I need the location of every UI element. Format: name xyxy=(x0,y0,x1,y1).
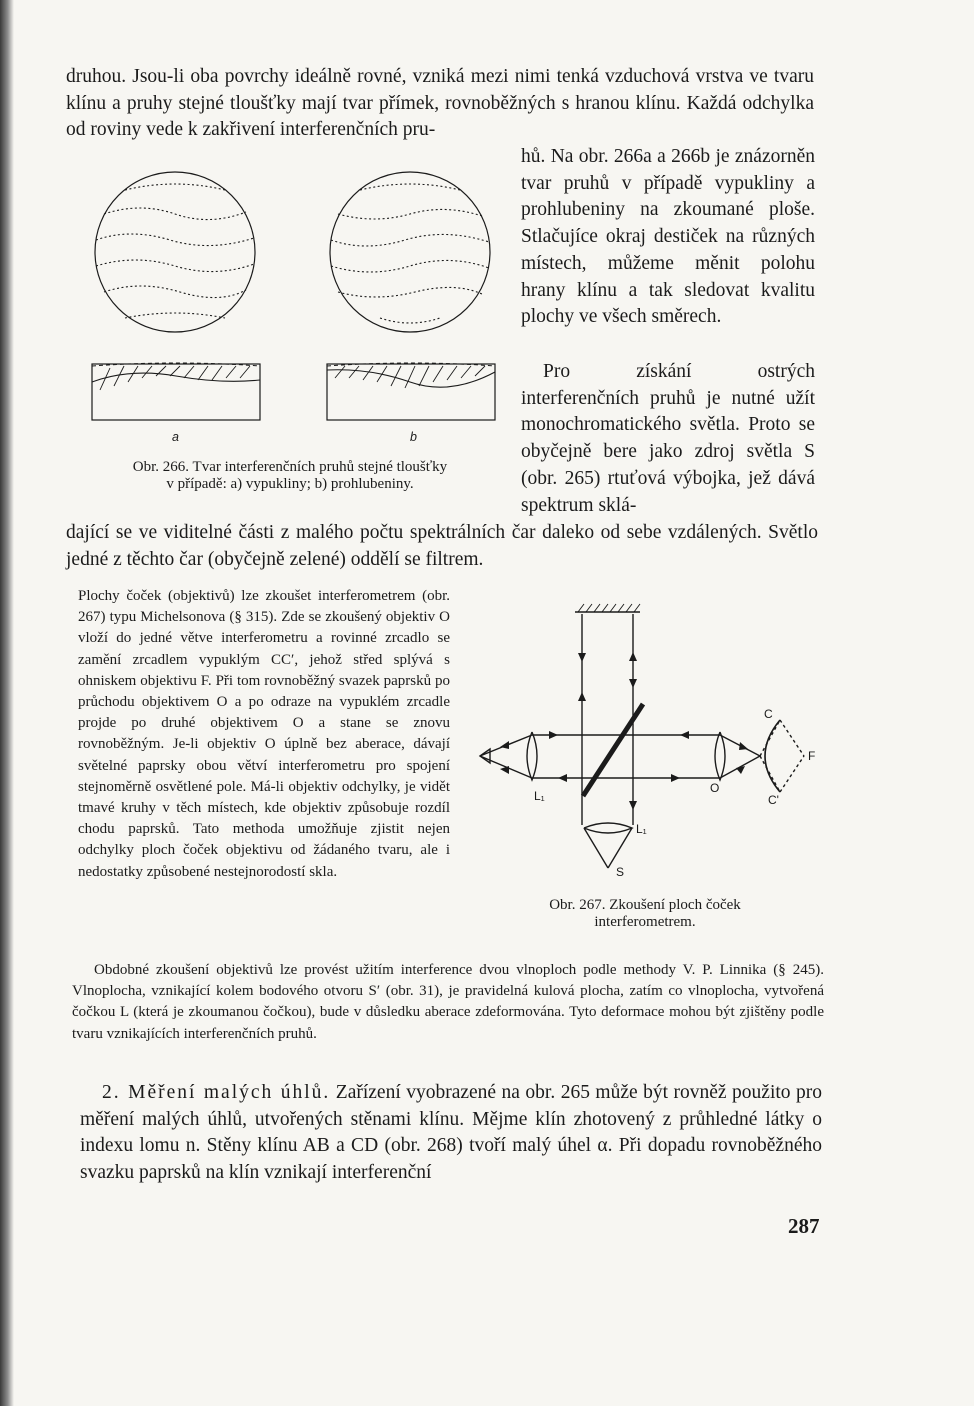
label-c-prime: C' xyxy=(768,793,779,807)
paragraph-2: hů. Na obr. 266a a 266b je znázorněn tvar pruhů v případě vypukliny a prohlubeniny na zkoumané ploše. Stlačujíce okraj destiček na různých místech, můžeme měnit polohu hrany klínu a tak sledovat kvalitu plochy ve všech směrech. xyxy=(521,146,815,328)
beam-splitter xyxy=(583,704,643,796)
figure-266b-label: b xyxy=(410,430,417,444)
top-mirror-hatch xyxy=(578,604,640,612)
small-paragraph-1: Plochy čoček (objektivů) lze zkoušet interferometrem (obr. 267) typu Michelsonova (§ 315). Zde se zkoušený objektiv O vloží do jedné větve interferometru a rovinné zrcadlo se zamění zrcadlem vypuklým CC′, jehož střed splývá s ohniskem objektivu F. Při tom rovnoběžný svazek paprsků po průchodu objektivem O a po odraze na vypuklém zrcadle projde po druhé objektivem O a stane se znovu rovnoběžným. Je-li objektiv O úplně bez aberace, dávají světelné paprsky obou větví interferometru pro spojení stejnoměrně osvětlené pole. Má-li objektiv odchylky, je vidět tmavé kruhy v těch místech, kde objektiv způsobuje rozdíl chodu paprsků. Tato methoda umožňuje zjistit nejen odchylky ploch čoček objektivu od žádaného tvaru, ale i nedostatky způsobené nestejnorodostí skla. xyxy=(78,588,450,880)
figure-266-caption-line-2: v případě: a) vypukliny; b) prohlubeniny. xyxy=(166,476,414,492)
figure-267-caption xyxy=(510,897,780,931)
paragraph-1: druhou. Jsou-li oba povrchy ideálně rovné, vzniká mezi nimi tenká vzduchová vrstva ve tvaru klínu a pruhy stejné tloušťky mají tvar přímek, rovnoběžných s hranou klínu. Každá odchylka od roviny vede k zakřivení interferenčních pru- xyxy=(66,66,814,141)
figure-266 xyxy=(80,168,510,458)
paragraph-3: Pro získání ostrých interferenčních pruhů je nutné užít monochromatického světla. Proto se obyčejně bere jako zdroj světla S (obr. 265) rtuťová výbojka, jež dává spektrum sklá- xyxy=(521,361,815,516)
figure-266a-interferogram xyxy=(95,172,255,332)
figure-266b-interferogram xyxy=(330,172,490,332)
lens-o xyxy=(715,732,725,780)
source-ray-left xyxy=(584,828,608,868)
figure-266a-label: a xyxy=(172,430,179,444)
paragraph-5 xyxy=(80,1080,822,1187)
label-s: S xyxy=(616,865,625,879)
mirror-ray-top xyxy=(760,720,780,756)
label-o: O xyxy=(710,781,720,795)
small-paragraph-2: Obdobné zkoušení objektivů lze provést užitím interference dvou vlnoploch podle methody V. P. Linnika (§ 245). Vlnoplocha, vznikající kolem bodového otvoru S′ (obr. 31), je pravidelná kulová plocha, zatím co vlnoplocha, vytvořená čočkou L (která je zkoumanou čočkou), bude v důsledku aberace zdeformována. Tyto deformace mohou být zjištěny podle tvaru vznikajících interferenčních pruhů. xyxy=(72,962,824,1042)
figure-266-caption xyxy=(70,459,510,493)
label-l1-left: L₁ xyxy=(534,789,545,803)
focus-dash-bottom xyxy=(780,756,804,792)
page-number: 287 xyxy=(788,1214,820,1238)
page-edge-shadow xyxy=(0,0,14,1406)
figure-266a-profile xyxy=(92,363,260,420)
focus-ray-bottom xyxy=(720,756,760,778)
paragraph-5-text: Zařízení vyobrazené na obr. 265 může být rovněž použito pro měření malých úhlů, utvořených stěnami klínu. Mějme klín zhotovený z průhledné látky o indexu lomu n. Stěny klínu AB a CD (obr. 268) tvoří malý úhel α. Při dopadu rovnoběžného svazku paprsků na klín vznikají interferenční xyxy=(80,1082,823,1184)
figure-267-caption-line-2: interferometrem. xyxy=(594,914,696,930)
paragraph-4: dající se ve viditelné části z malého počtu spektrálních čar daleko od sebe vzdálených. Světlo jedné z těchto čar (obyčejně zelené) oddělí se filtrem. xyxy=(66,522,818,570)
figure-267-caption-line-1: Obr. 267. Zkoušení ploch čoček xyxy=(549,897,741,913)
figure-267 xyxy=(470,600,840,890)
mirror-ray-bottom xyxy=(760,756,780,792)
source-ray-right xyxy=(608,828,632,868)
lens-l1-left xyxy=(527,732,537,780)
focus-dash-top xyxy=(780,720,804,756)
label-c: C xyxy=(764,707,773,721)
convex-mirror xyxy=(765,720,780,792)
figure-266-caption-line-1: Obr. 266. Tvar interferenčních pruhů stejné tloušťky xyxy=(132,459,448,475)
lens-l1-bottom xyxy=(584,823,632,833)
label-f: F xyxy=(808,749,816,763)
section-heading: 2. Měření malých úhlů. xyxy=(102,1082,331,1103)
figure-266b-profile xyxy=(327,363,495,420)
label-l1-bottom: L₁ xyxy=(636,822,647,836)
